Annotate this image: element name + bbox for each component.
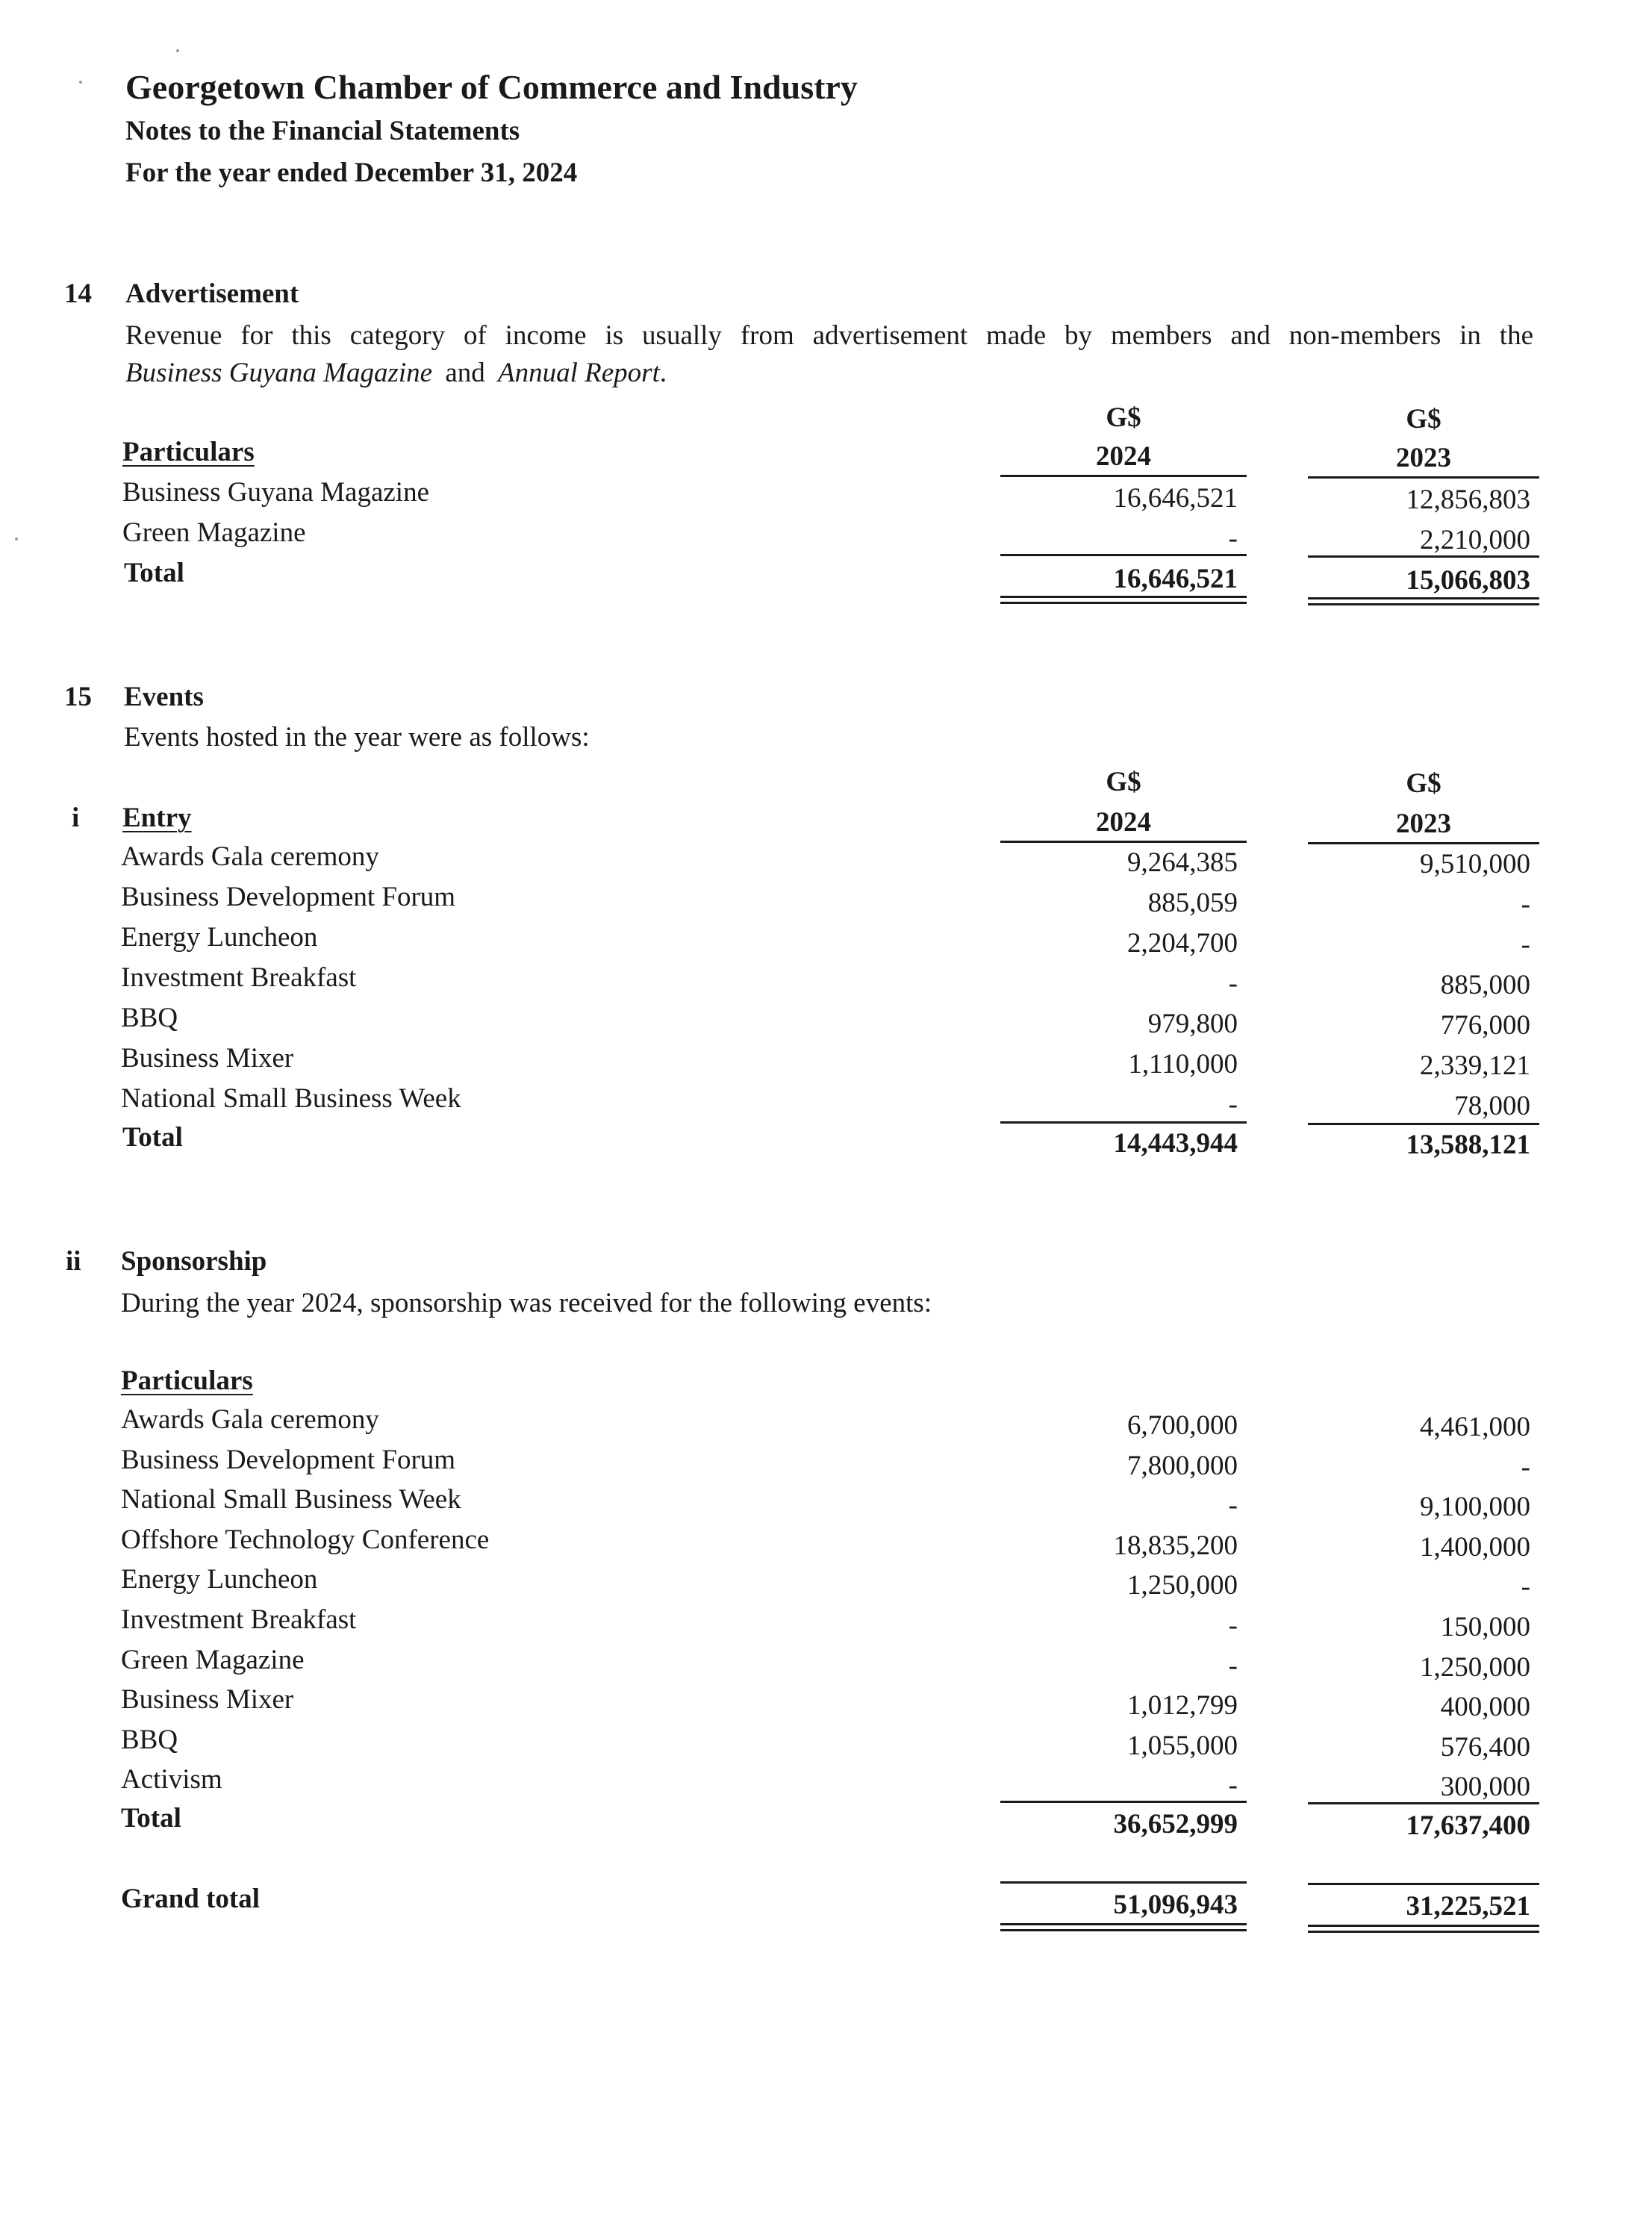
entry-subtotal-rule-2023 — [1308, 1123, 1539, 1125]
sponsorship-row-label: Green Magazine — [121, 1644, 305, 1675]
sponsorship-row-value-2024: - — [1228, 1770, 1238, 1801]
note-15-description: Events hosted in the year were as follows: — [124, 722, 590, 753]
entry-row-value-2023: 2,339,121 — [1420, 1050, 1530, 1081]
sponsorship-row-label: Investment Breakfast — [121, 1604, 357, 1635]
note-15-title: Events — [124, 682, 204, 712]
grand-total-rule-2024 — [1000, 1881, 1247, 1884]
sponsorship-row-label: Business Development Forum — [121, 1444, 456, 1475]
scan-speck — [15, 538, 18, 541]
entry-row-value-2023: - — [1521, 889, 1530, 920]
sponsorship-row-label: Offshore Technology Conference — [121, 1524, 490, 1555]
entry-row-label: Business Development Forum — [121, 882, 456, 912]
entry-row-label: National Small Business Week — [121, 1083, 461, 1114]
sponsorship-row-value-2024: - — [1228, 1610, 1238, 1641]
note-14-description-report: Annual Report — [498, 358, 660, 388]
entry-roman-numeral: i — [72, 803, 80, 833]
sponsorship-row-value-2023: 150,000 — [1440, 1612, 1530, 1642]
entry-row-label: Energy Luncheon — [121, 922, 318, 953]
sponsorship-row-value-2023: - — [1521, 1572, 1530, 1603]
sponsorship-total-2023: 17,637,400 — [1406, 1810, 1530, 1841]
organization-title: Georgetown Chamber of Commerce and Industry — [125, 68, 858, 106]
sponsorship-subtotal-rule-2023 — [1308, 1802, 1539, 1804]
sponsorship-subtotal-rule-2024 — [1000, 1801, 1247, 1803]
note-14-total-2024: 16,646,521 — [1113, 564, 1238, 594]
entry-row-value-2024: 885,059 — [1147, 888, 1238, 918]
grand-total-double-rule-2024 — [1000, 1923, 1247, 1931]
note-14-description-text: Revenue for this category of income is usually from advertisement made by members and non-members in the — [125, 320, 1533, 351]
entry-heading: Entry — [122, 803, 192, 833]
advertisement-row-value-2023: 2,210,000 — [1420, 525, 1530, 555]
note-14-number: 14 — [64, 278, 92, 309]
note-14-description-and: and — [445, 358, 485, 388]
advertisement-row-value-2023: 12,856,803 — [1406, 485, 1530, 515]
sponsorship-row-value-2024: - — [1228, 1490, 1238, 1521]
entry-row-value-2023: 9,510,000 — [1420, 849, 1530, 879]
sponsorship-row-value-2023: 9,100,000 — [1420, 1492, 1530, 1523]
note-14-description-period: . — [659, 358, 667, 388]
note-14-description-magazine: Business Guyana Magazine — [125, 358, 433, 388]
entry-row-value-2023: 885,000 — [1440, 970, 1530, 1000]
sponsorship-total-2024: 36,652,999 — [1113, 1809, 1238, 1840]
note-15-year-2023: 2023 — [1396, 809, 1451, 839]
sponsorship-row-value-2023: 400,000 — [1440, 1692, 1530, 1723]
sponsorship-row-value-2023: 300,000 — [1440, 1772, 1530, 1803]
sponsorship-row-value-2023: 4,461,000 — [1420, 1412, 1530, 1442]
sponsorship-row-value-2023: 1,250,000 — [1420, 1651, 1530, 1683]
advertisement-row-value-2024: - — [1228, 523, 1238, 554]
sponsorship-row-value-2024: 18,835,200 — [1113, 1530, 1238, 1561]
entry-row-label: BBQ — [121, 1003, 178, 1033]
advertisement-row-value-2024: 16,646,521 — [1113, 483, 1238, 514]
note-14-year-2023: 2023 — [1396, 443, 1451, 473]
entry-row-value-2024: 1,110,000 — [1128, 1049, 1238, 1080]
note-14-currency-2023: G$ — [1406, 404, 1441, 434]
sponsorship-description: During the year 2024, sponsorship was received for the following events: — [121, 1288, 932, 1318]
sponsorship-row-label: Awards Gala ceremony — [121, 1404, 379, 1435]
sponsorship-row-label: Activism — [121, 1764, 222, 1795]
sponsorship-row-value-2024: 6,700,000 — [1127, 1410, 1238, 1441]
entry-subtotal-rule-2024 — [1000, 1121, 1247, 1124]
entry-row-value-2024: 979,800 — [1147, 1009, 1238, 1039]
entry-row-value-2023: 78,000 — [1454, 1091, 1530, 1121]
note-14-title: Advertisement — [125, 278, 299, 309]
grand-total-label: Grand total — [121, 1884, 261, 1914]
sponsorship-row-label: Energy Luncheon — [121, 1564, 318, 1595]
grand-total-rule-2023 — [1308, 1883, 1539, 1885]
entry-header-rule-2023 — [1308, 842, 1539, 844]
sponsorship-total-label: Total — [121, 1803, 181, 1834]
entry-header-rule-2024 — [1000, 841, 1247, 843]
entry-row-label: Investment Breakfast — [121, 962, 357, 993]
note-14-total-2023: 15,066,803 — [1406, 565, 1530, 596]
advertisement-row-label: Business Guyana Magazine — [122, 477, 430, 508]
scan-speck — [176, 49, 179, 52]
document-period: For the year ended December 31, 2024 — [125, 158, 578, 188]
sponsorship-row-value-2024: 1,055,000 — [1127, 1730, 1238, 1761]
sponsorship-row-label: Business Mixer — [121, 1684, 294, 1716]
note-15-currency-2024: G$ — [1106, 767, 1141, 797]
advertisement-row-label: Green Magazine — [122, 517, 306, 548]
note-14-header-rule-2023 — [1308, 476, 1539, 479]
document-subtitle: Notes to the Financial Statements — [125, 116, 520, 146]
note-14-total-double-rule-2023 — [1308, 597, 1539, 605]
entry-row-value-2023: 776,000 — [1440, 1010, 1530, 1041]
note-14-currency-2024: G$ — [1106, 402, 1141, 433]
sponsorship-heading: Sponsorship — [121, 1246, 267, 1277]
entry-row-value-2024: - — [1228, 968, 1238, 999]
sponsorship-row-value-2023: 576,400 — [1440, 1731, 1530, 1763]
entry-row-value-2024: - — [1228, 1089, 1238, 1120]
note-14-total-label: Total — [124, 558, 184, 588]
grand-total-2024: 51,096,943 — [1113, 1890, 1238, 1920]
note-14-header-rule-2024 — [1000, 475, 1247, 477]
sponsorship-row-label: BBQ — [121, 1724, 178, 1755]
sponsorship-particulars-heading: Particulars — [121, 1365, 253, 1396]
sponsorship-row-value-2024: 1,250,000 — [1127, 1570, 1238, 1601]
entry-total-label: Total — [122, 1122, 183, 1153]
note-14-description-line2 — [125, 357, 667, 389]
entry-row-value-2023: - — [1521, 929, 1530, 960]
note-15-number: 15 — [64, 682, 92, 712]
note-14-year-2024: 2024 — [1096, 441, 1151, 472]
entry-row-label: Business Mixer — [121, 1043, 294, 1074]
sponsorship-row-value-2023: 1,400,000 — [1420, 1531, 1530, 1563]
entry-row-value-2024: 2,204,700 — [1127, 928, 1238, 959]
sponsorship-row-value-2024: 7,800,000 — [1127, 1450, 1238, 1481]
entry-row-label: Awards Gala ceremony — [121, 841, 379, 872]
entry-total-2024: 14,443,944 — [1113, 1128, 1238, 1159]
note-15-currency-2023: G$ — [1406, 768, 1441, 799]
note-14-total-double-rule-2024 — [1000, 596, 1247, 604]
entry-total-2023: 13,588,121 — [1406, 1130, 1530, 1160]
sponsorship-row-value-2024: - — [1228, 1650, 1238, 1681]
note-14-subtotal-rule-2023 — [1308, 555, 1539, 558]
entry-row-value-2024: 9,264,385 — [1127, 847, 1238, 878]
note-14-particulars-heading: Particulars — [122, 437, 255, 467]
sponsorship-row-value-2024: 1,012,799 — [1127, 1690, 1238, 1722]
note-14-subtotal-rule-2024 — [1000, 554, 1247, 556]
grand-total-2023: 31,225,521 — [1406, 1891, 1530, 1922]
scan-speck — [79, 81, 82, 84]
note-14-description-line1 — [125, 320, 1533, 352]
sponsorship-row-label: National Small Business Week — [121, 1484, 461, 1516]
sponsorship-row-value-2023: - — [1521, 1451, 1530, 1483]
sponsorship-roman-numeral: ii — [66, 1246, 81, 1277]
grand-total-double-rule-2023 — [1308, 1925, 1539, 1933]
note-15-year-2024: 2024 — [1096, 807, 1151, 838]
